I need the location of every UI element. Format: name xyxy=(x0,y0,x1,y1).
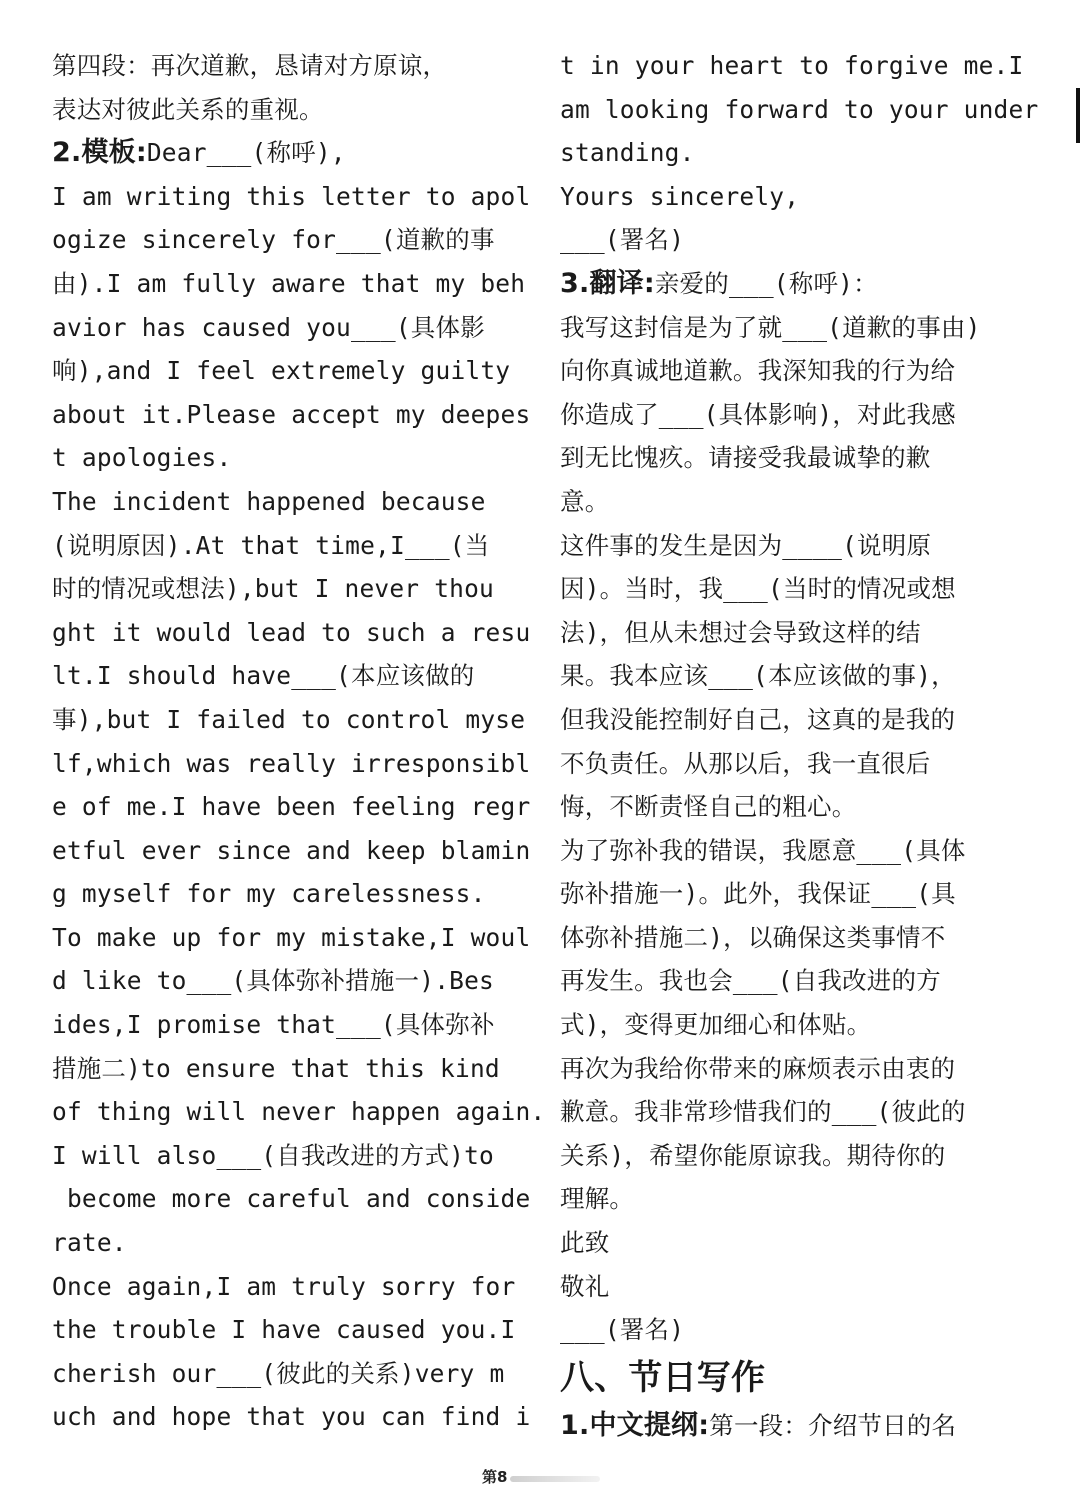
text-line: 这件事的发生是因为____(说明原 xyxy=(560,530,932,560)
text-line: lt.I should have___(本应该做的 xyxy=(52,661,475,691)
text-line: 因)。当时，我___(当时的情况或想 xyxy=(560,574,956,604)
text-line: (说明原因).At that time,I___(当 xyxy=(52,530,490,560)
text-line: The incident happened because xyxy=(52,486,486,516)
text-line: 理解。 xyxy=(560,1184,635,1214)
text-line: ght it would lead to such a resu xyxy=(52,617,531,647)
text-line: 体弥补措施二)，以确保这类事情不 xyxy=(560,922,946,952)
text-line: 果。我本应该___(本应该做的事)， xyxy=(560,661,956,691)
text-line: 敬礼 xyxy=(560,1271,610,1301)
text-line: standing. xyxy=(560,138,695,168)
text-line: become more careful and conside xyxy=(52,1184,531,1214)
left-column xyxy=(52,44,546,1439)
intro-line: 第四段：再次道歉，恳请对方原谅， xyxy=(52,51,448,80)
text-line: Yours sincerely, xyxy=(560,181,800,211)
translation-heading: 3.翻译: xyxy=(560,267,655,299)
text-line: ___(署名) xyxy=(560,1315,685,1345)
text-line: To make up for my mistake,I woul xyxy=(52,922,531,952)
intro-line: 表达对彼此关系的重视。 xyxy=(52,94,324,124)
text-line: cherish our___(彼此的关系)very m xyxy=(52,1358,505,1388)
text-line: 措施二)to ensure that this kind xyxy=(52,1053,500,1083)
page-edge-bar xyxy=(1076,88,1080,143)
text-line: t in your heart to forgive me.I xyxy=(560,51,1024,80)
text-line: lf,which was really irresponsibl xyxy=(52,748,531,778)
text-line: 事),but I failed to control myse xyxy=(52,704,526,734)
text-line: 你造成了___(具体影响)，对此我感 xyxy=(560,399,956,429)
text-line: I will also___(自我改进的方式)to xyxy=(52,1140,495,1170)
text-line: e of me.I have been feeling regr xyxy=(52,792,531,822)
text-line: etful ever since and keep blamin xyxy=(52,835,531,865)
section-heading: 八、节日写作 xyxy=(560,1357,766,1398)
text-line: t apologies. xyxy=(52,443,232,473)
text-line: 此致 xyxy=(560,1228,610,1258)
template-line xyxy=(52,131,527,175)
text-line: 意。 xyxy=(560,486,610,516)
text-line: 法)，但从未想过会导致这样的结 xyxy=(560,617,921,647)
text-line: 响),and I feel extremely guilty xyxy=(52,356,511,386)
outline-text: 第一段：介绍节日的名 xyxy=(709,1410,957,1440)
text-line: 到无比愧疚。请接受我最诚挚的歉 xyxy=(560,443,931,473)
text-line: am looking forward to your under xyxy=(560,94,1039,124)
text-line: 不负责任。从那以后，我一直很后 xyxy=(560,748,931,778)
template-greeting: Dear___(称呼), xyxy=(146,138,346,168)
text-line: 弥补措施一)。此外，我保证___(具 xyxy=(560,879,956,909)
template-ending xyxy=(560,44,1040,262)
text-line: d like to___(具体弥补措施一).Bes xyxy=(52,966,495,996)
translation-line xyxy=(560,262,1040,306)
text-line: ides,I promise that___(具体弥补 xyxy=(52,1010,495,1040)
text-line: uch and hope that you can find i xyxy=(52,1402,531,1432)
text-line: rate. xyxy=(52,1228,127,1258)
text-line: 式)，变得更加细心和体贴。 xyxy=(560,1010,872,1040)
text-line: 时的情况或想法),but I never thou xyxy=(52,574,495,604)
text-line: 再次为我给你带来的麻烦表示由衷的 xyxy=(560,1053,956,1083)
text-line: 由).I am fully aware that my beh xyxy=(52,268,526,298)
text-line: Once again,I am truly sorry for xyxy=(52,1271,516,1301)
text-line: 但我没能控制好自己，这真的是我的 xyxy=(560,704,956,734)
text-line: about it.Please accept my deepes xyxy=(52,399,531,429)
text-line: avior has caused you___(具体影 xyxy=(52,312,485,342)
text-line: I am writing this letter to apol xyxy=(52,181,531,211)
template-body xyxy=(52,175,546,1439)
text-line: 关系)，希望你能原谅我。期待你的 xyxy=(560,1140,946,1170)
text-line: the trouble I have caused you.I xyxy=(52,1315,516,1345)
outline-line xyxy=(560,1404,1040,1448)
translation-greeting: 亲爱的___(称呼)： xyxy=(654,268,878,298)
text-line: 歉意。我非常珍惜我们的___(彼此的 xyxy=(560,1097,966,1127)
template-heading: 2.模板: xyxy=(52,137,147,169)
right-column xyxy=(560,44,1040,1447)
text-line: g myself for my carelessness. xyxy=(52,879,486,909)
text-line: ___(署名) xyxy=(560,225,685,255)
text-line: ogize sincerely for___(道歉的事 xyxy=(52,225,495,255)
page-number: 第8 xyxy=(482,1468,508,1486)
text-line: 为了弥补我的错误，我愿意___(具体 xyxy=(560,835,966,865)
text-line: 向你真诚地道歉。我深知我的行为给 xyxy=(560,356,956,386)
translation-body xyxy=(560,306,1040,1352)
footer-divider xyxy=(510,1476,600,1482)
outline-heading: 1.中文提纲: xyxy=(560,1409,710,1441)
text-line: 我写这封信是为了就___(道歉的事由) xyxy=(560,312,981,342)
text-line: of thing will never happen again. xyxy=(52,1097,546,1127)
text-line: 悔，不断责怪自己的粗心。 xyxy=(560,792,857,822)
text-line: 再发生。我也会___(自我改进的方 xyxy=(560,966,941,996)
